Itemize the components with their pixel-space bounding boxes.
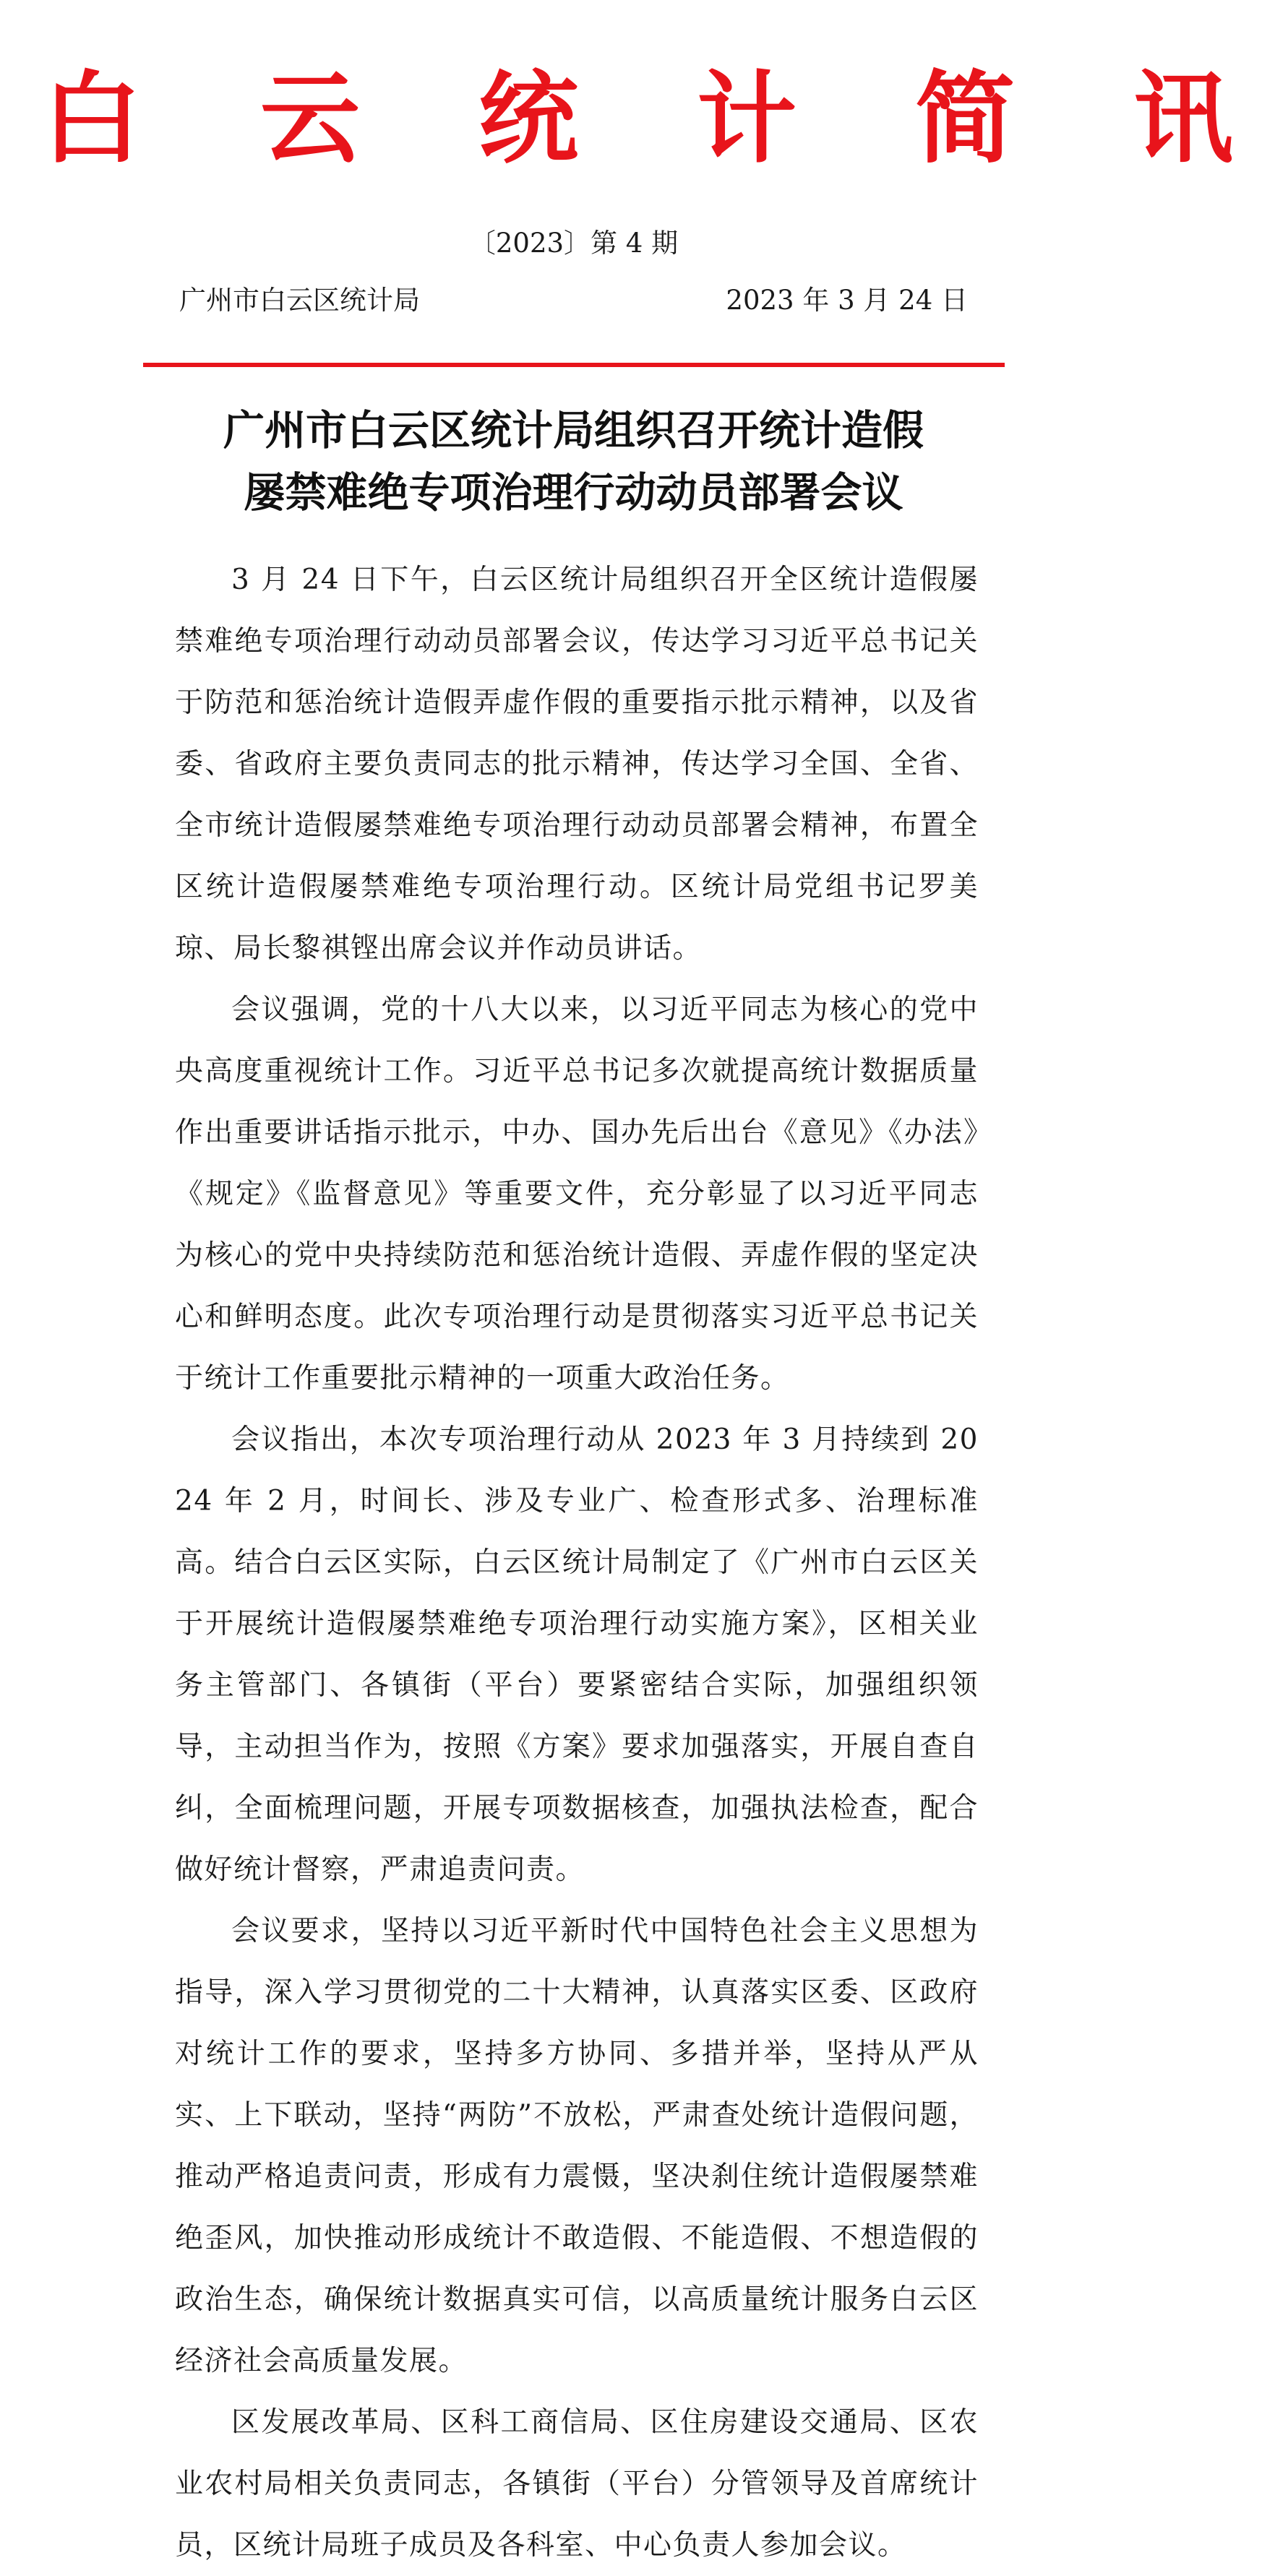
issue-number: 〔2023〕第 4 期 bbox=[468, 228, 679, 259]
paragraph: 会议要求，坚持以习近平新时代中国特色社会主义思想为指导，深入学习贯彻党的二十大精神，认真落实区委、区政府对统计工作的要求，坚持多方协同、多措并举，坚持从严从实、上下联动，坚持“两防”不放松，严肃查处统计造假问题，推动严格追责问责，形成有力震慑，坚决刹住统计造假屡禁难绝歪风，加快推动形成统计不敢造假、不能造假、不想造假的政治生态，确保统计数据真实可信，以高质量统计服务白云区经济社会高质量发展。 bbox=[175, 1915, 979, 2377]
paragraph: 3 月 24 日下午，白云区统计局组织召开全区统计造假屡禁难绝专项治理行动动员部署会议，传达学习习近平总书记关于防范和惩治统计造假弄虚作假的重要指示批示精神，以及省委、省政府主要负责同志的批示精神，传达学习全国、全省、全市统计造假屡禁难绝专项治理行动动员部署会精神，布置全区统计造假屡禁难绝专项治理行动。区统计局党组书记罗美琼、局长黎祺铿出席会议并作动员讲话。 bbox=[175, 564, 979, 965]
red-divider bbox=[143, 363, 1005, 367]
issuer-name: 广州市白云区统计局 bbox=[179, 285, 420, 316]
paragraph: 会议强调，党的十八大以来，以习近平同志为核心的党中央高度重视统计工作。习近平总书记多次就提高统计数据质量作出重要讲话指示批示，中办、国办先后出台《意见》《办法》《规定》《监督意见》等重要文件，充分彰显了以习近平同志为核心的党中央持续防范和惩治统计造假、弄虚作假的坚定决心和鲜明态度。此次专项治理行动是贯彻落实习近平总书记关于统计工作重要批示精神的一项重大政治任务。 bbox=[175, 994, 979, 1395]
article-title-line-1: 广州市白云区统计局组织召开统计造假 bbox=[223, 406, 924, 455]
issue-date: 2023 年 3 月 24 日 bbox=[726, 285, 968, 316]
article-title bbox=[145, 400, 1003, 524]
paragraph: 会议指出，本次专项治理行动从 2023 年 3 月持续到 2024 年 2 月，时间长、涉及专业广、检查形式多、治理标准高。结合白云区实际，白云区统计局制定了《广州市白云区关于开展统计造假屡禁难绝专项治理行动实施方案》，区相关业务主管部门、各镇街（平台）要紧密结合实际，加强组织领导，主动担当作为，按照《方案》要求加强落实，开展自查自纠，全面梳理问题，开展专项数据核查，加强执法检查，配合做好统计督察，严肃追责问责。 bbox=[175, 1423, 979, 1886]
masthead-title: 白 云 统 计 简 讯 bbox=[42, 59, 1275, 177]
paragraph: 区发展改革局、区科工商信局、区住房建设交通局、区农业农村局相关负责同志，各镇街（平台）分管领导及首席统计员，区统计局班子成员及各科室、中心负责人参加会议。 bbox=[175, 2406, 979, 2562]
article-title-line-2: 屡禁难绝专项治理行动动员部署会议 bbox=[244, 468, 903, 517]
article-body bbox=[175, 549, 979, 2576]
